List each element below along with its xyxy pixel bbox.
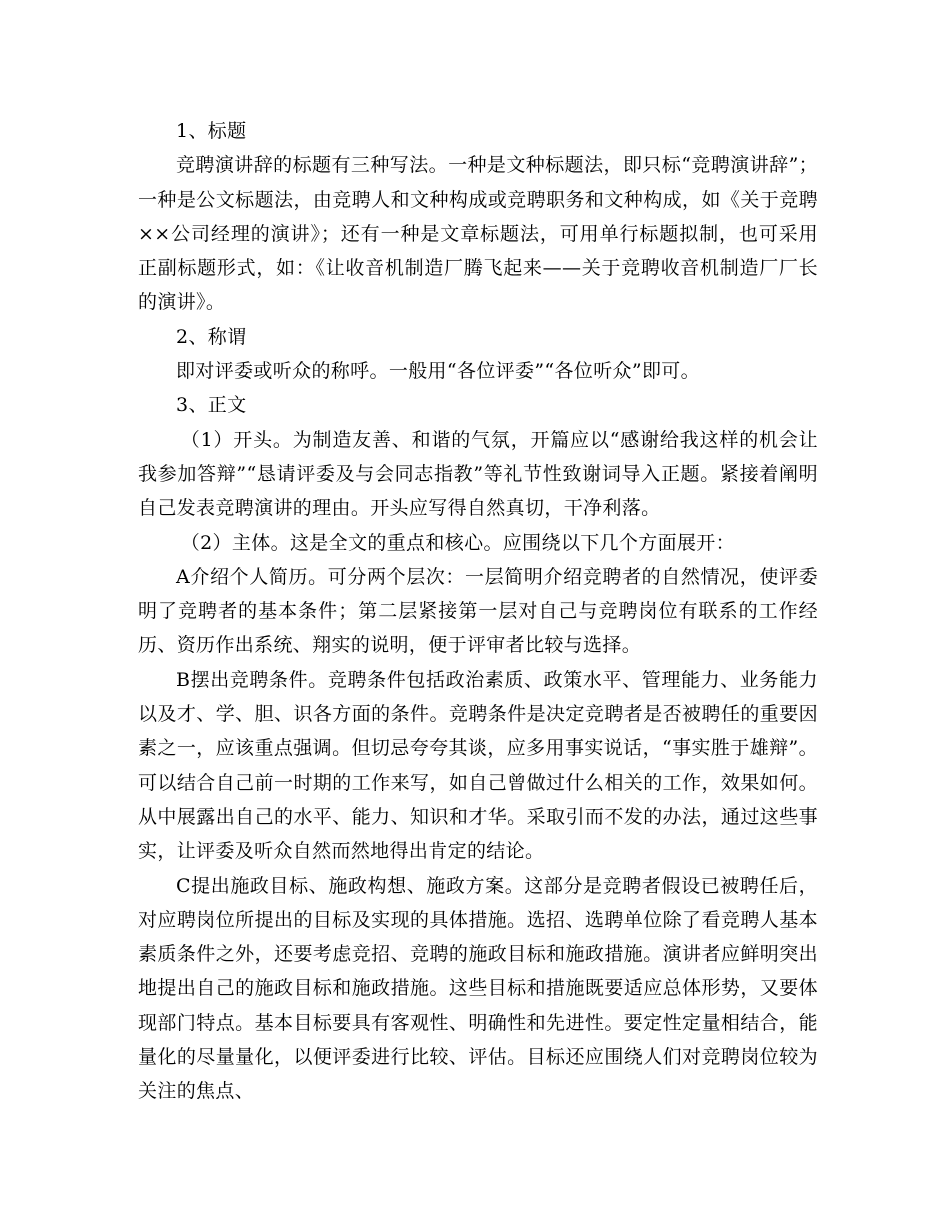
document-body (138, 114, 818, 1109)
paragraph-main-body: （2）主体。这是全文的重点和核心。应围绕以下几个方面展开： (180, 531, 735, 554)
paragraph-salutation: 即对评委或听众的称呼。一般用“各位评委”“各位听众”即可。 (176, 360, 701, 383)
section-heading-title: 1、标题 (176, 120, 247, 142)
paragraph-opening: （1）开头。为制造友善、和谐的气氛，开篇应以“感谢给我这样的机会让我参加答辩”“恳请评委及与会同志指教”等礼节性致谢词导入正题。紧接着阐明自己发表竞聘演讲的理由。开头应写得自然真切，干净利落。 (138, 428, 818, 520)
paragraph-point-a: A介绍个人简历。可分两个层次：一层简明介绍竞聘者的自然情况，使评委明了竞聘者的基本条件；第二层紧接第一层对自己与竞聘岗位有联系的工作经历、资历作出系统、翔实的说明，便于评审者比较与选择。 (138, 565, 818, 657)
section-heading-salutation: 2、称谓 (176, 325, 247, 348)
paragraph-point-c: C提出施政目标、施政构想、施政方案。这部分是竞聘者假设已被聘任后，对应聘岗位所提出的目标及实现的具体措施。选招、选聘单位除了看竞聘人基本素质条件之外，还要考虑竞招、竞聘的施政目标和施政措施。演讲者应鲜明突出地提出自己的施政目标和施政措施。这些目标和措施既要适应总体形势，又要体现部门特点。基本目标要具有客观性、明确性和先进性。要定性定量相结合，能量化的尽量量化，以便评委进行比较、评估。目标还应围绕人们对竞聘岗位较为关注的焦点、 (138, 874, 818, 1103)
paragraph-point-b: B摆出竞聘条件。竞聘条件包括政治素质、政策水平、管理能力、业务能力以及才、学、胆、识各方面的条件。竞聘条件是决定竞聘者是否被聘任的重要因素之一，应该重点强调。但切忌夸夸其谈，应多用事实说话，“事实胜于雄辩”。可以结合自己前一时期的工作来写，如自己曾做过什么相关的工作，效果如何。从中展露出自己的水平、能力、知识和才华。采取引而不发的办法，通过这些事实，让评委及听众自然而然地得出肯定的结论。 (138, 668, 818, 863)
section-heading-body: 3、正文 (176, 394, 247, 417)
paragraph-title-methods: 竞聘演讲辞的标题有三种写法。一种是文种标题法，即只标“竞聘演讲辞”；一种是公文标题法，由竞聘人和文种构成或竞聘职务和文种构成，如《关于竞聘××公司经理的演讲》；还有一种是文章标题法，可用单行标题拟制，也可采用正副标题形式，如：《让收音机制造厂腾飞起来——关于竞聘收音机制造厂厂长的演讲》。 (138, 154, 818, 314)
